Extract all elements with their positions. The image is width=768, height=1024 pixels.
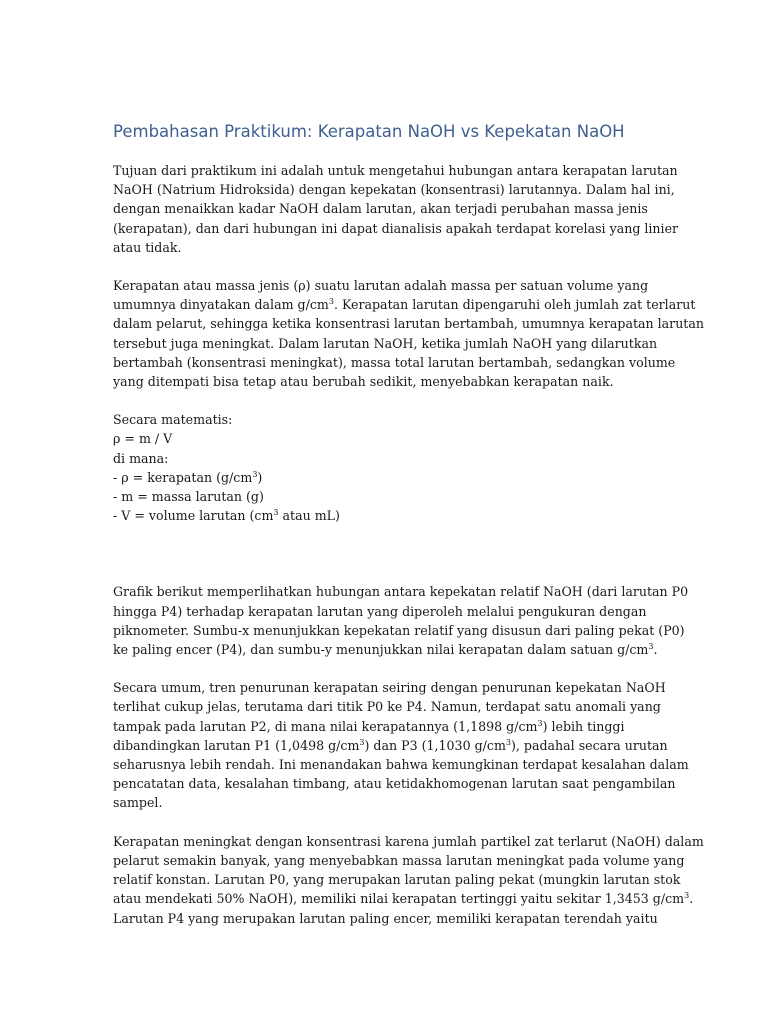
text-segment: ke paling encer (P4), dan sumbu-y menunjukkan nilai kerapatan dalam satuan g/cm [113,642,649,658]
text-line: di mana: [113,450,169,466]
superscript: 3 [684,891,690,901]
document-page [113,120,704,947]
text-line: seharusnya lebih rendah. Ini menandakan bahwa kemungkinan terdapat kesalahan dalam [113,757,689,773]
text-segment: dibandingkan larutan P1 (1,0498 g/cm [113,737,360,753]
paragraph-concentration-explanation [113,832,704,928]
superscript: 3 [252,469,258,479]
text-line: bertambah (konsentrasi meningkat), massa total larutan bertambah, sedangkan volume [113,354,676,370]
text-segment: . [653,642,658,658]
text-line: Tujuan dari praktikum ini adalah untuk mengetahui hubungan antara kerapatan larutan [113,163,678,178]
text-line: terlihat cukup jelas, terutama dari titik P0 ke P4. Namun, terdapat satu anomali yang [113,699,661,715]
definition-rho [113,468,658,487]
text-line: Grafik berikut memperlihatkan hubungan antara kepekatan relatif NaOH (dari larutan P0 [113,584,689,600]
paragraph-density-definition [113,276,704,391]
text-line [113,717,658,736]
text-line: piknometer. Sumbu-x menunjukkan kepekatan relatif yang disusun dari paling pekat (P0) [113,622,685,638]
superscript: 3 [359,737,365,747]
definition-volume [113,506,658,525]
text-segment: - ρ = kerapatan (g/cm [113,469,253,485]
text-line: hingga P4) terhadap kerapatan larutan yang diperoleh melalui pengukuran dengan [113,603,647,619]
text-line: Kerapatan meningkat dengan konsentrasi karena jumlah partikel zat terlarut (NaOH) dalam [113,833,704,849]
spacer [113,544,658,582]
document-title: Pembahasan Praktikum: Kerapatan NaOH vs Kepekatan NaOH [113,122,625,141]
paragraph-graph-description [113,582,689,659]
text-line: relatif konstan. Larutan P0, yang merupakan larutan paling pekat (mungkin larutan stok [113,872,681,888]
text-segment: atau mendekati 50% NaOH), memiliki nilai kerapatan tertinggi yaitu sekitar 1,3453 g/cm [113,891,685,907]
text-segment: - V = volume larutan (cm [113,508,274,524]
text-line: yang ditempati bisa tetap atau berubah sedikit, menyebabkan kerapatan naik. [113,374,614,390]
superscript: 3 [328,297,334,307]
definition-mass: - m = massa larutan (g) [113,489,264,505]
text-line: Secara matematis: [113,412,233,428]
superscript: 3 [505,737,511,747]
text-segment: . Kerapatan larutan dipengaruhi oleh jumlah zat terlarut [333,297,696,313]
paragraph-trend-analysis [113,678,689,812]
text-segment: atau mL) [278,508,340,524]
text-line: pelarut semakin banyak, yang menyebabkan massa larutan meningkat pada volume yang [113,852,685,868]
text-line [113,640,658,659]
superscript: 3 [537,718,543,728]
text-segment: ) [257,469,263,485]
text-segment: ) dan P3 (1,1030 g/cm [364,737,506,753]
text-line [113,736,668,755]
paragraph-formula [113,410,658,525]
text-segment: tampak pada larutan P2, di mana nilai kerapatannya (1,1898 g/cm [113,718,538,734]
text-line: tersebut juga meningkat. Dalam larutan NaOH, ketika jumlah NaOH yang dilarutkan [113,335,658,351]
formula: ρ = m / V [113,431,173,447]
paragraph-purpose [113,161,679,257]
text-line: dengan menaikkan kadar NaOH dalam larutan, akan terjadi perubahan massa jenis [113,201,648,217]
text-line: dalam pelarut, sehingga ketika konsentrasi larutan bertambah, umumnya kerapatan larutan [113,316,704,332]
text-line: Larutan P4 yang merupakan larutan paling encer, memiliki kerapatan terendah yaitu [113,910,658,926]
text-line: atau tidak. [113,239,182,255]
text-line: NaOH (Natrium Hidroksida) dengan kepekatan (konsentrasi) larutannya. Dalam hal ini, [113,182,675,198]
superscript: 3 [273,508,279,518]
text-line: Kerapatan atau massa jenis (ρ) suatu larutan adalah massa per satuan volume yang [113,278,649,294]
text-line [113,295,696,314]
text-segment: . [689,891,694,907]
text-line [113,889,694,908]
text-line: Secara umum, tren penurunan kerapatan seiring dengan penurunan kepekatan NaOH [113,680,666,696]
text-segment: ) lebih tinggi [542,718,625,734]
text-line: (kerapatan), dan dari hubungan ini dapat dianalisis apakah terdapat korelasi yang linier [113,220,679,236]
text-segment: umumnya dinyatakan dalam g/cm [113,297,329,313]
text-line: pencatatan data, kesalahan timbang, atau ketidakhomogenan larutan saat pengambilan [113,776,676,792]
superscript: 3 [648,642,654,652]
text-segment: ), padahal secara urutan [510,737,668,753]
text-line: sampel. [113,795,163,811]
